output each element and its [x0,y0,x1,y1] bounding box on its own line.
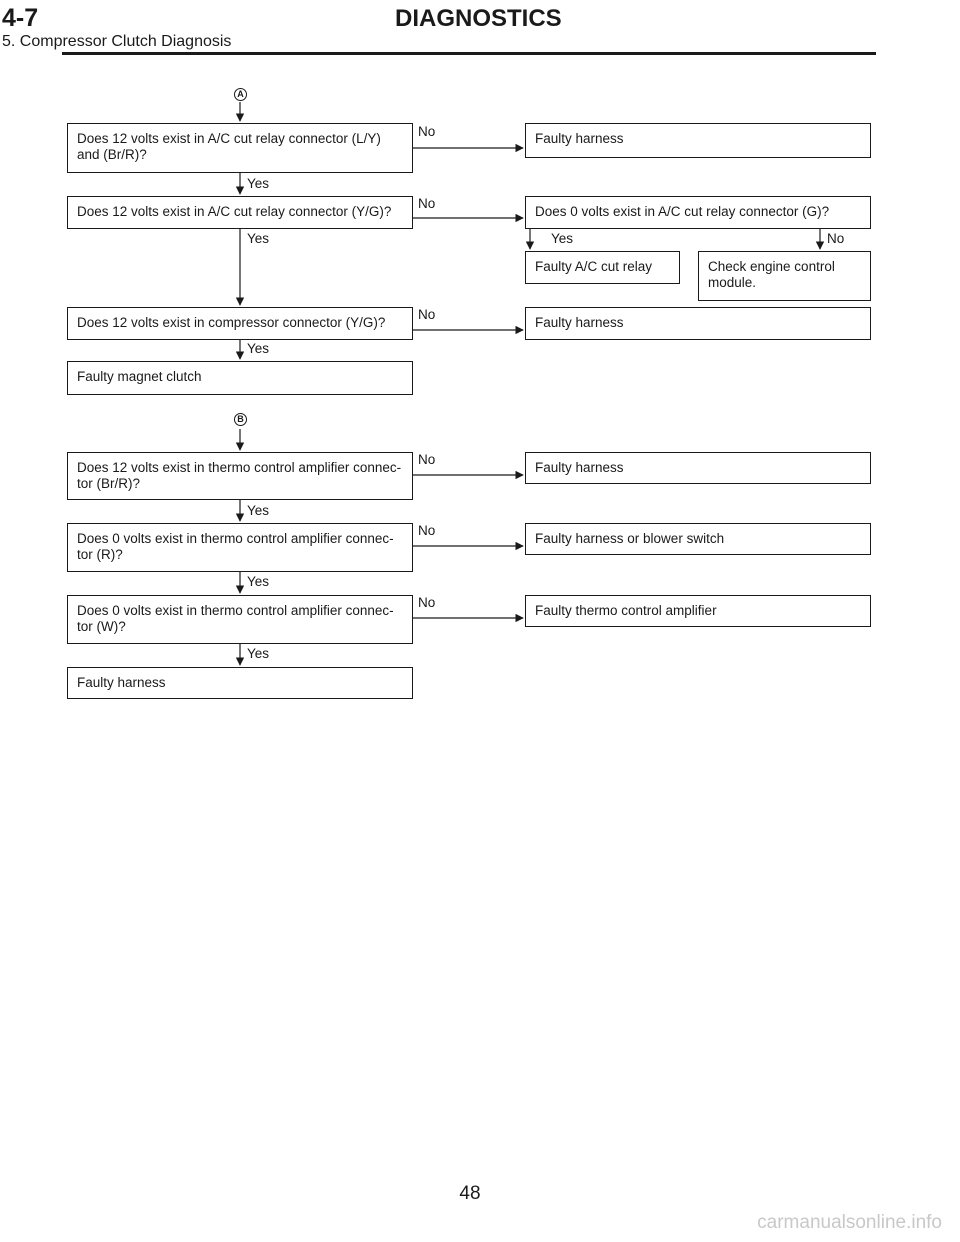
result-a1-no-box [525,123,871,158]
label-a1-yes: Yes [247,176,270,191]
question-b3-text: Does 0 volts exist in thermo control amplifier connec-tor (W)? [77,603,394,634]
marker-b: B [234,413,247,426]
result-b1-no-box [525,452,871,484]
label-a1-no: No [418,124,436,139]
result-a3-yes-box [67,361,413,395]
label-b1-yes: Yes [247,503,270,518]
label-b2-no: No [418,523,436,538]
question-a3-box [67,307,413,340]
result-b3-yes-text: Faulty harness [77,675,166,690]
question-a2-no-text: Does 0 volts exist in A/C cut relay connector (G)? [535,204,830,219]
label-a2-no: No [418,196,436,211]
result-ecm-text: Check engine control module. [708,259,835,290]
section-number: 4-7 [2,4,39,32]
label-a2g-yes: Yes [551,231,574,246]
label-b1-no: No [418,452,436,467]
question-a2-box [67,196,413,229]
result-b2-no-text: Faulty harness or blower switch [535,531,725,546]
result-a3-no-text: Faulty harness [535,315,624,330]
page-subtitle: 5. Compressor Clutch Diagnosis [2,33,232,50]
question-b2-box [67,523,413,572]
label-a2-yes: Yes [247,231,270,246]
result-b3-yes-box [67,667,413,699]
result-relay-box [525,251,680,284]
label-a3-yes: Yes [247,341,270,356]
result-a1-no-text: Faulty harness [535,131,624,146]
result-b1-no-text: Faulty harness [535,460,624,475]
result-a3-no-box [525,307,871,340]
page-title: DIAGNOSTICS [395,5,562,32]
label-b3-yes: Yes [247,646,270,661]
label-b3-no: No [418,595,436,610]
question-a3-text: Does 12 volts exist in compressor connector (Y/G)? [77,315,386,330]
question-b2-text: Does 0 volts exist in thermo control amplifier connec-tor (R)? [77,531,394,562]
marker-a: A [234,88,247,101]
result-b3-no-box [525,595,871,627]
result-ecm-box [698,251,871,301]
result-a3-yes-text: Faulty magnet clutch [77,369,202,384]
question-a2-text: Does 12 volts exist in A/C cut relay connector (Y/G)? [77,204,392,219]
question-a1-box [67,123,413,173]
question-b1-text: Does 12 volts exist in thermo control amplifier connec-tor (Br/R)? [77,460,402,491]
question-b3-box [67,595,413,644]
question-a1-text: Does 12 volts exist in A/C cut relay connector (L/Y) and (Br/R)? [77,131,381,162]
label-a2g-no: No [827,231,845,246]
label-a3-no: No [418,307,436,322]
page-number: 48 [459,1183,481,1204]
watermark: carmanualsonline.info [757,1212,942,1233]
result-b3-no-text: Faulty thermo control amplifier [535,603,717,618]
question-b1-box [67,452,413,500]
result-relay-text: Faulty A/C cut relay [535,259,653,274]
question-a2-no-box [525,196,871,229]
result-b2-no-box [525,523,871,555]
label-b2-yes: Yes [247,574,270,589]
